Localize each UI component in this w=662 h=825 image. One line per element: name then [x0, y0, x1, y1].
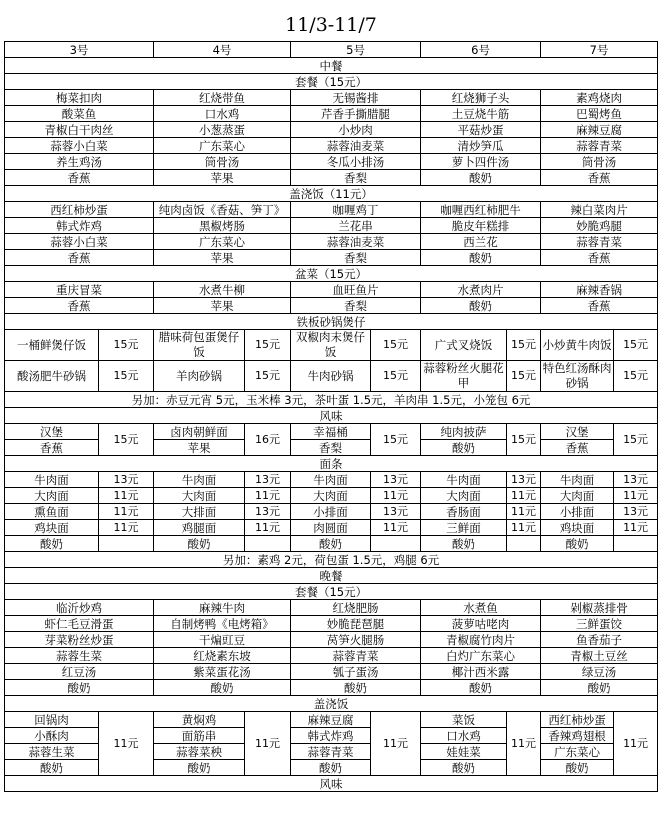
rice-bowl-row [5, 202, 658, 218]
claypot-price: 15元 [614, 330, 658, 361]
menu-cell: 蒜蓉油麦菜 [291, 138, 421, 154]
menu-cell: 广东菜心 [154, 138, 291, 154]
noodle-dish: 小排面 [291, 504, 371, 520]
section-rice-bowl: 盖浇饭（11元） [5, 186, 658, 202]
menu-cell: 麻辣牛肉 [154, 600, 291, 616]
section-lunch: 中餐 [5, 58, 658, 74]
rice-bowl-item: 蒜蓉菜秧 [154, 744, 245, 760]
menu-cell: 鱼香茄子 [541, 632, 658, 648]
menu-cell: 蒜蓉生菜 [5, 648, 154, 664]
claypot-row [5, 361, 658, 392]
noodle-dish: 酸奶 [291, 536, 371, 552]
set-meal-row [5, 170, 658, 186]
menu-cell: 广东菜心 [154, 234, 291, 250]
noodle-price [99, 536, 154, 552]
menu-cell: 妙脆琵琶腿 [291, 616, 421, 632]
rice-bowl-item: 酸奶 [291, 760, 371, 776]
set-meal-row [5, 138, 658, 154]
menu-cell: 瓠子蛋汤 [291, 664, 421, 680]
flavor-price: 15元 [507, 424, 541, 456]
dinner-rice-bowl-row [5, 712, 658, 728]
menu-cell: 辣白菜肉片 [541, 202, 658, 218]
noodle-price: 11元 [99, 504, 154, 520]
menu-cell: 虾仁毛豆滑蛋 [5, 616, 154, 632]
claypot-extras-note: 另加：赤豆元宵 5元，玉米棒 3元，茶叶蛋 1.5元，羊肉串 1.5元，小笼包 6元 [5, 392, 658, 408]
noodle-dish: 牛肉面 [541, 472, 614, 488]
menu-cell: 蒜蓉青菜 [291, 648, 421, 664]
set-meal-row [5, 122, 658, 138]
rice-bowl-item: 黄焖鸡 [154, 712, 245, 728]
flavor-fruit: 酸奶 [421, 440, 507, 456]
rice-bowl-item: 酸奶 [421, 760, 507, 776]
basin-dish-row [5, 298, 658, 314]
noodle-dish: 鸡块面 [541, 520, 614, 536]
menu-cell: 蒜蓉青菜 [541, 234, 658, 250]
menu-cell: 麻辣香锅 [541, 282, 658, 298]
menu-cell: 红烧肥肠 [291, 600, 421, 616]
menu-cell: 咖喱鸡丁 [291, 202, 421, 218]
rice-bowl-item: 菜饭 [421, 712, 507, 728]
rice-bowl-item: 酸奶 [541, 760, 614, 776]
menu-cell: 血旺鱼片 [291, 282, 421, 298]
menu-cell: 红烧带鱼 [154, 90, 291, 106]
noodle-price: 11元 [507, 520, 541, 536]
day-header: 5号 [291, 42, 421, 58]
claypot-dish: 双椒肉末煲仔饭 [291, 330, 371, 361]
menu-cell: 酸奶 [421, 680, 541, 696]
dinner-set-meal-row [5, 600, 658, 616]
rice-bowl-item: 娃娃菜 [421, 744, 507, 760]
dinner-set-meal-row [5, 632, 658, 648]
menu-cell: 红烧狮子头 [421, 90, 541, 106]
flavor-row [5, 424, 658, 440]
menu-cell: 香蕉 [541, 170, 658, 186]
rice-bowl-row [5, 234, 658, 250]
menu-cell: 酸奶 [421, 298, 541, 314]
menu-cell: 素鸡烧肉 [541, 90, 658, 106]
menu-cell: 脆皮年糕排 [421, 218, 541, 234]
noodle-price: 13元 [245, 504, 291, 520]
noodle-dish: 大肉面 [5, 488, 99, 504]
noodle-price: 13元 [507, 472, 541, 488]
noodle-dish: 鸡块面 [5, 520, 99, 536]
menu-cell: 土豆烧牛筋 [421, 106, 541, 122]
menu-cell: 红烧素东坡 [154, 648, 291, 664]
menu-cell: 香蕉 [541, 298, 658, 314]
noodle-row [5, 536, 658, 552]
claypot-price: 15元 [99, 330, 154, 361]
menu-cell: 韩式炸鸡 [5, 218, 154, 234]
noodle-dish: 小排面 [541, 504, 614, 520]
claypot-price: 15元 [245, 361, 291, 392]
rice-bowl-row [5, 250, 658, 266]
menu-cell: 西兰花 [421, 234, 541, 250]
menu-cell: 酸奶 [154, 680, 291, 696]
menu-cell: 芹香手撕腊腿 [291, 106, 421, 122]
menu-cell: 酸奶 [421, 170, 541, 186]
section-rice-bowl-row [5, 186, 658, 202]
noodle-dish: 大肉面 [291, 488, 371, 504]
rice-bowl-item: 蒜蓉青菜 [291, 744, 371, 760]
menu-cell: 纯肉卤饭《香菇、笋丁》 [154, 202, 291, 218]
flavor-dish: 汉堡 [5, 424, 99, 440]
claypot-dish: 广式叉烧饭 [421, 330, 507, 361]
menu-cell: 三鲜蛋饺 [541, 616, 658, 632]
section-basin-dish: 盆菜（15元） [5, 266, 658, 282]
section-dinner-flavor: 风味 [5, 776, 658, 792]
menu-cell: 无锡酱排 [291, 90, 421, 106]
noodle-price: 11元 [614, 520, 658, 536]
noodle-price: 11元 [507, 488, 541, 504]
menu-cell: 蒜蓉油麦菜 [291, 234, 421, 250]
menu-cell: 小葱蒸蛋 [154, 122, 291, 138]
noodle-dish: 三鲜面 [421, 520, 507, 536]
menu-cell: 筒骨汤 [541, 154, 658, 170]
menu-cell: 妙脆鸡腿 [541, 218, 658, 234]
rice-bowl-price: 11元 [507, 712, 541, 776]
section-basin-dish-row [5, 266, 658, 282]
menu-cell: 红豆汤 [5, 664, 154, 680]
menu-cell: 苹果 [154, 250, 291, 266]
claypot-row [5, 330, 658, 361]
claypot-dish: 牛肉砂锅 [291, 361, 371, 392]
flavor-dish: 卤肉朝鲜面 [154, 424, 245, 440]
noodle-price: 13元 [371, 504, 421, 520]
menu-cell: 香梨 [291, 170, 421, 186]
section-dinner-rice-bowl-row [5, 696, 658, 712]
menu-cell: 蒜蓉小白菜 [5, 234, 154, 250]
section-lunch-row [5, 58, 658, 74]
rice-bowl-item: 蒜蓉生菜 [5, 744, 99, 760]
menu-cell: 苹果 [154, 298, 291, 314]
noodle-price: 11元 [99, 520, 154, 536]
set-meal-row [5, 90, 658, 106]
noodle-dish: 酸奶 [5, 536, 99, 552]
claypot-dish: 一桶鲜煲仔饭 [5, 330, 99, 361]
menu-cell: 蒜蓉青菜 [541, 138, 658, 154]
day-header-row [5, 42, 658, 58]
flavor-price: 16元 [245, 424, 291, 456]
section-flavor-row [5, 408, 658, 424]
menu-cell: 椰汁西米露 [421, 664, 541, 680]
section-noodles: 面条 [5, 456, 658, 472]
section-set-meal: 套餐（15元） [5, 74, 658, 90]
section-dinner-flavor-row [5, 776, 658, 792]
section-noodles-row [5, 456, 658, 472]
flavor-price: 15元 [614, 424, 658, 456]
menu-cell: 黑椒烤肠 [154, 218, 291, 234]
noodle-price [371, 536, 421, 552]
claypot-dish: 羊肉砂锅 [154, 361, 245, 392]
noodle-row [5, 520, 658, 536]
menu-cell: 蒜蓉小白菜 [5, 138, 154, 154]
menu-cell: 酸奶 [5, 680, 154, 696]
menu-cell: 青椒白干肉丝 [5, 122, 154, 138]
dinner-set-meal-row [5, 664, 658, 680]
claypot-price: 15元 [99, 361, 154, 392]
noodle-price: 11元 [245, 488, 291, 504]
section-flavor: 风味 [5, 408, 658, 424]
menu-cell: 剁椒蒸排骨 [541, 600, 658, 616]
section-dinner-rice-bowl: 盖浇饭 [5, 696, 658, 712]
menu-cell: 水煮牛柳 [154, 282, 291, 298]
menu-cell: 自制烤鸭《电烤箱》 [154, 616, 291, 632]
noodle-row [5, 488, 658, 504]
claypot-dish: 特色红汤酥肉砂锅 [542, 361, 612, 390]
rice-bowl-price: 11元 [245, 712, 291, 776]
rice-bowl-item: 香辣鸡翅根 [541, 728, 614, 744]
section-dinner-set-meal: 套餐（15元） [5, 584, 658, 600]
noodle-price: 13元 [245, 472, 291, 488]
menu-cell: 干煸豇豆 [154, 632, 291, 648]
noodle-dish: 大排面 [154, 504, 245, 520]
noodle-price: 11元 [614, 488, 658, 504]
menu-cell: 青椒腐竹肉片 [421, 632, 541, 648]
rice-bowl-item: 酸奶 [5, 760, 99, 776]
menu-cell: 绿豆汤 [541, 664, 658, 680]
noodle-price: 13元 [371, 472, 421, 488]
claypot-dish: 酸汤肥牛砂锅 [5, 361, 99, 392]
day-header: 3号 [5, 42, 154, 58]
menu-cell: 巴蜀烤鱼 [541, 106, 658, 122]
claypot-price: 15元 [371, 361, 421, 392]
dinner-set-meal-row [5, 680, 658, 696]
menu-cell: 冬瓜小排汤 [291, 154, 421, 170]
section-dinner-row [5, 568, 658, 584]
noodle-dish: 熏鱼面 [5, 504, 99, 520]
claypot-price: 15元 [245, 330, 291, 361]
rice-bowl-item: 小酥肉 [5, 728, 99, 744]
menu-cell: 香蕉 [5, 250, 154, 266]
noodle-dish: 牛肉面 [154, 472, 245, 488]
noodle-dish: 牛肉面 [5, 472, 99, 488]
section-set-meal-row [5, 74, 658, 90]
noodle-dish: 酸奶 [154, 536, 245, 552]
menu-cell: 酸菜鱼 [5, 106, 154, 122]
menu-cell: 麻辣豆腐 [541, 122, 658, 138]
flavor-dish: 纯肉披萨 [421, 424, 507, 440]
noodle-dish: 牛肉面 [421, 472, 507, 488]
claypot-price: 15元 [614, 361, 658, 392]
menu-cell: 梅菜扣肉 [5, 90, 154, 106]
noodle-price: 11元 [371, 488, 421, 504]
noodle-price [245, 536, 291, 552]
day-header: 7号 [541, 42, 658, 58]
menu-cell: 咖喱西红柿肥牛 [421, 202, 541, 218]
menu-cell: 口水鸡 [154, 106, 291, 122]
menu-cell: 香梨 [291, 250, 421, 266]
noodle-dish: 牛肉面 [291, 472, 371, 488]
claypot-dish: 腊味荷包蛋煲仔饭 [154, 330, 245, 361]
claypot-dish: 蒜蓉粉丝火腿花甲 [421, 361, 507, 392]
noodle-dish: 肉圆面 [291, 520, 371, 536]
rice-bowl-item: 韩式炸鸡 [291, 728, 371, 744]
menu-cell: 重庆冒菜 [5, 282, 154, 298]
menu-cell: 青椒土豆丝 [541, 648, 658, 664]
rice-bowl-price: 11元 [614, 712, 658, 776]
rice-bowl-price: 11元 [99, 712, 154, 776]
menu-cell: 香蕉 [541, 250, 658, 266]
menu-cell: 香梨 [291, 298, 421, 314]
rice-bowl-item: 酸奶 [154, 760, 245, 776]
noodle-row [5, 504, 658, 520]
noodles-extras-note-row [5, 552, 658, 568]
menu-cell: 香蕉 [5, 298, 154, 314]
menu-cell: 芽菜粉丝炒蛋 [5, 632, 154, 648]
rice-bowl-price: 11元 [371, 712, 421, 776]
menu-cell: 清炒笋瓜 [421, 138, 541, 154]
rice-bowl-item: 口水鸡 [421, 728, 507, 744]
rice-bowl-item: 回锅肉 [5, 712, 99, 728]
set-meal-row [5, 106, 658, 122]
flavor-fruit: 香蕉 [541, 440, 614, 456]
claypot-dish: 小炒黄牛肉饭 [541, 330, 614, 361]
set-meal-row [5, 154, 658, 170]
claypot-price: 15元 [371, 330, 421, 361]
menu-cell: 筒骨汤 [154, 154, 291, 170]
menu-cell: 小炒肉 [291, 122, 421, 138]
noodle-row [5, 472, 658, 488]
section-claypot-row [5, 314, 658, 330]
noodles-extras-note: 另加：素鸡 2元，荷包蛋 1.5元，鸡腿 6元 [5, 552, 658, 568]
noodle-price: 11元 [371, 520, 421, 536]
basin-dish-row [5, 282, 658, 298]
dinner-set-meal-row [5, 648, 658, 664]
menu-cell: 菠萝咕咾肉 [421, 616, 541, 632]
flavor-fruit: 香梨 [291, 440, 371, 456]
menu-cell: 水煮鱼 [421, 600, 541, 616]
menu-cell: 西红柿炒蛋 [5, 202, 154, 218]
rice-bowl-item: 麻辣豆腐 [291, 712, 371, 728]
menu-cell: 紫菜蛋花汤 [154, 664, 291, 680]
menu-cell: 养生鸡汤 [5, 154, 154, 170]
menu-cell: 临沂炒鸡 [5, 600, 154, 616]
rice-bowl-item: 西红柿炒蛋 [541, 712, 614, 728]
noodle-dish: 香肠面 [421, 504, 507, 520]
noodle-price [507, 536, 541, 552]
day-header: 4号 [154, 42, 291, 58]
noodle-price [614, 536, 658, 552]
noodle-price: 13元 [614, 504, 658, 520]
noodle-dish: 鸡腿面 [154, 520, 245, 536]
noodle-price: 11元 [507, 504, 541, 520]
flavor-price: 15元 [371, 424, 421, 456]
menu-cell: 香蕉 [5, 170, 154, 186]
noodle-price: 13元 [614, 472, 658, 488]
menu-cell: 酸奶 [291, 680, 421, 696]
rice-bowl-item: 广东菜心 [541, 744, 614, 760]
menu-cell: 苹果 [154, 170, 291, 186]
menu-cell: 莴笋火腿肠 [291, 632, 421, 648]
menu-cell: 兰花串 [291, 218, 421, 234]
flavor-dish: 幸福桶 [291, 424, 371, 440]
section-dinner: 晚餐 [5, 568, 658, 584]
section-claypot: 铁板砂锅煲仔 [5, 314, 658, 330]
noodle-price: 11元 [245, 520, 291, 536]
rice-bowl-item: 面筋串 [154, 728, 245, 744]
rice-bowl-row [5, 218, 658, 234]
menu-cell: 水煮肉片 [421, 282, 541, 298]
dinner-set-meal-row [5, 616, 658, 632]
menu-cell: 白灼广东菜心 [421, 648, 541, 664]
noodle-price: 11元 [99, 488, 154, 504]
page-title: 11/3-11/7 [285, 14, 377, 36]
section-dinner-set-meal-row [5, 584, 658, 600]
flavor-dish: 汉堡 [541, 424, 614, 440]
noodle-dish: 大肉面 [421, 488, 507, 504]
claypot-extras-note-row [5, 392, 658, 408]
menu-cell: 酸奶 [541, 680, 658, 696]
flavor-fruit: 香蕉 [5, 440, 99, 456]
noodle-dish: 酸奶 [421, 536, 507, 552]
claypot-price: 15元 [507, 361, 541, 392]
noodle-dish: 大肉面 [154, 488, 245, 504]
weekly-menu-table [4, 41, 658, 792]
noodle-price: 13元 [99, 472, 154, 488]
menu-cell: 萝卜四件汤 [421, 154, 541, 170]
menu-cell: 平菇炒蛋 [421, 122, 541, 138]
menu-cell: 酸奶 [421, 250, 541, 266]
flavor-price: 15元 [99, 424, 154, 456]
day-header: 6号 [421, 42, 541, 58]
flavor-fruit: 苹果 [154, 440, 245, 456]
noodle-dish: 大肉面 [541, 488, 614, 504]
noodle-dish: 酸奶 [541, 536, 614, 552]
claypot-price: 15元 [507, 330, 541, 361]
